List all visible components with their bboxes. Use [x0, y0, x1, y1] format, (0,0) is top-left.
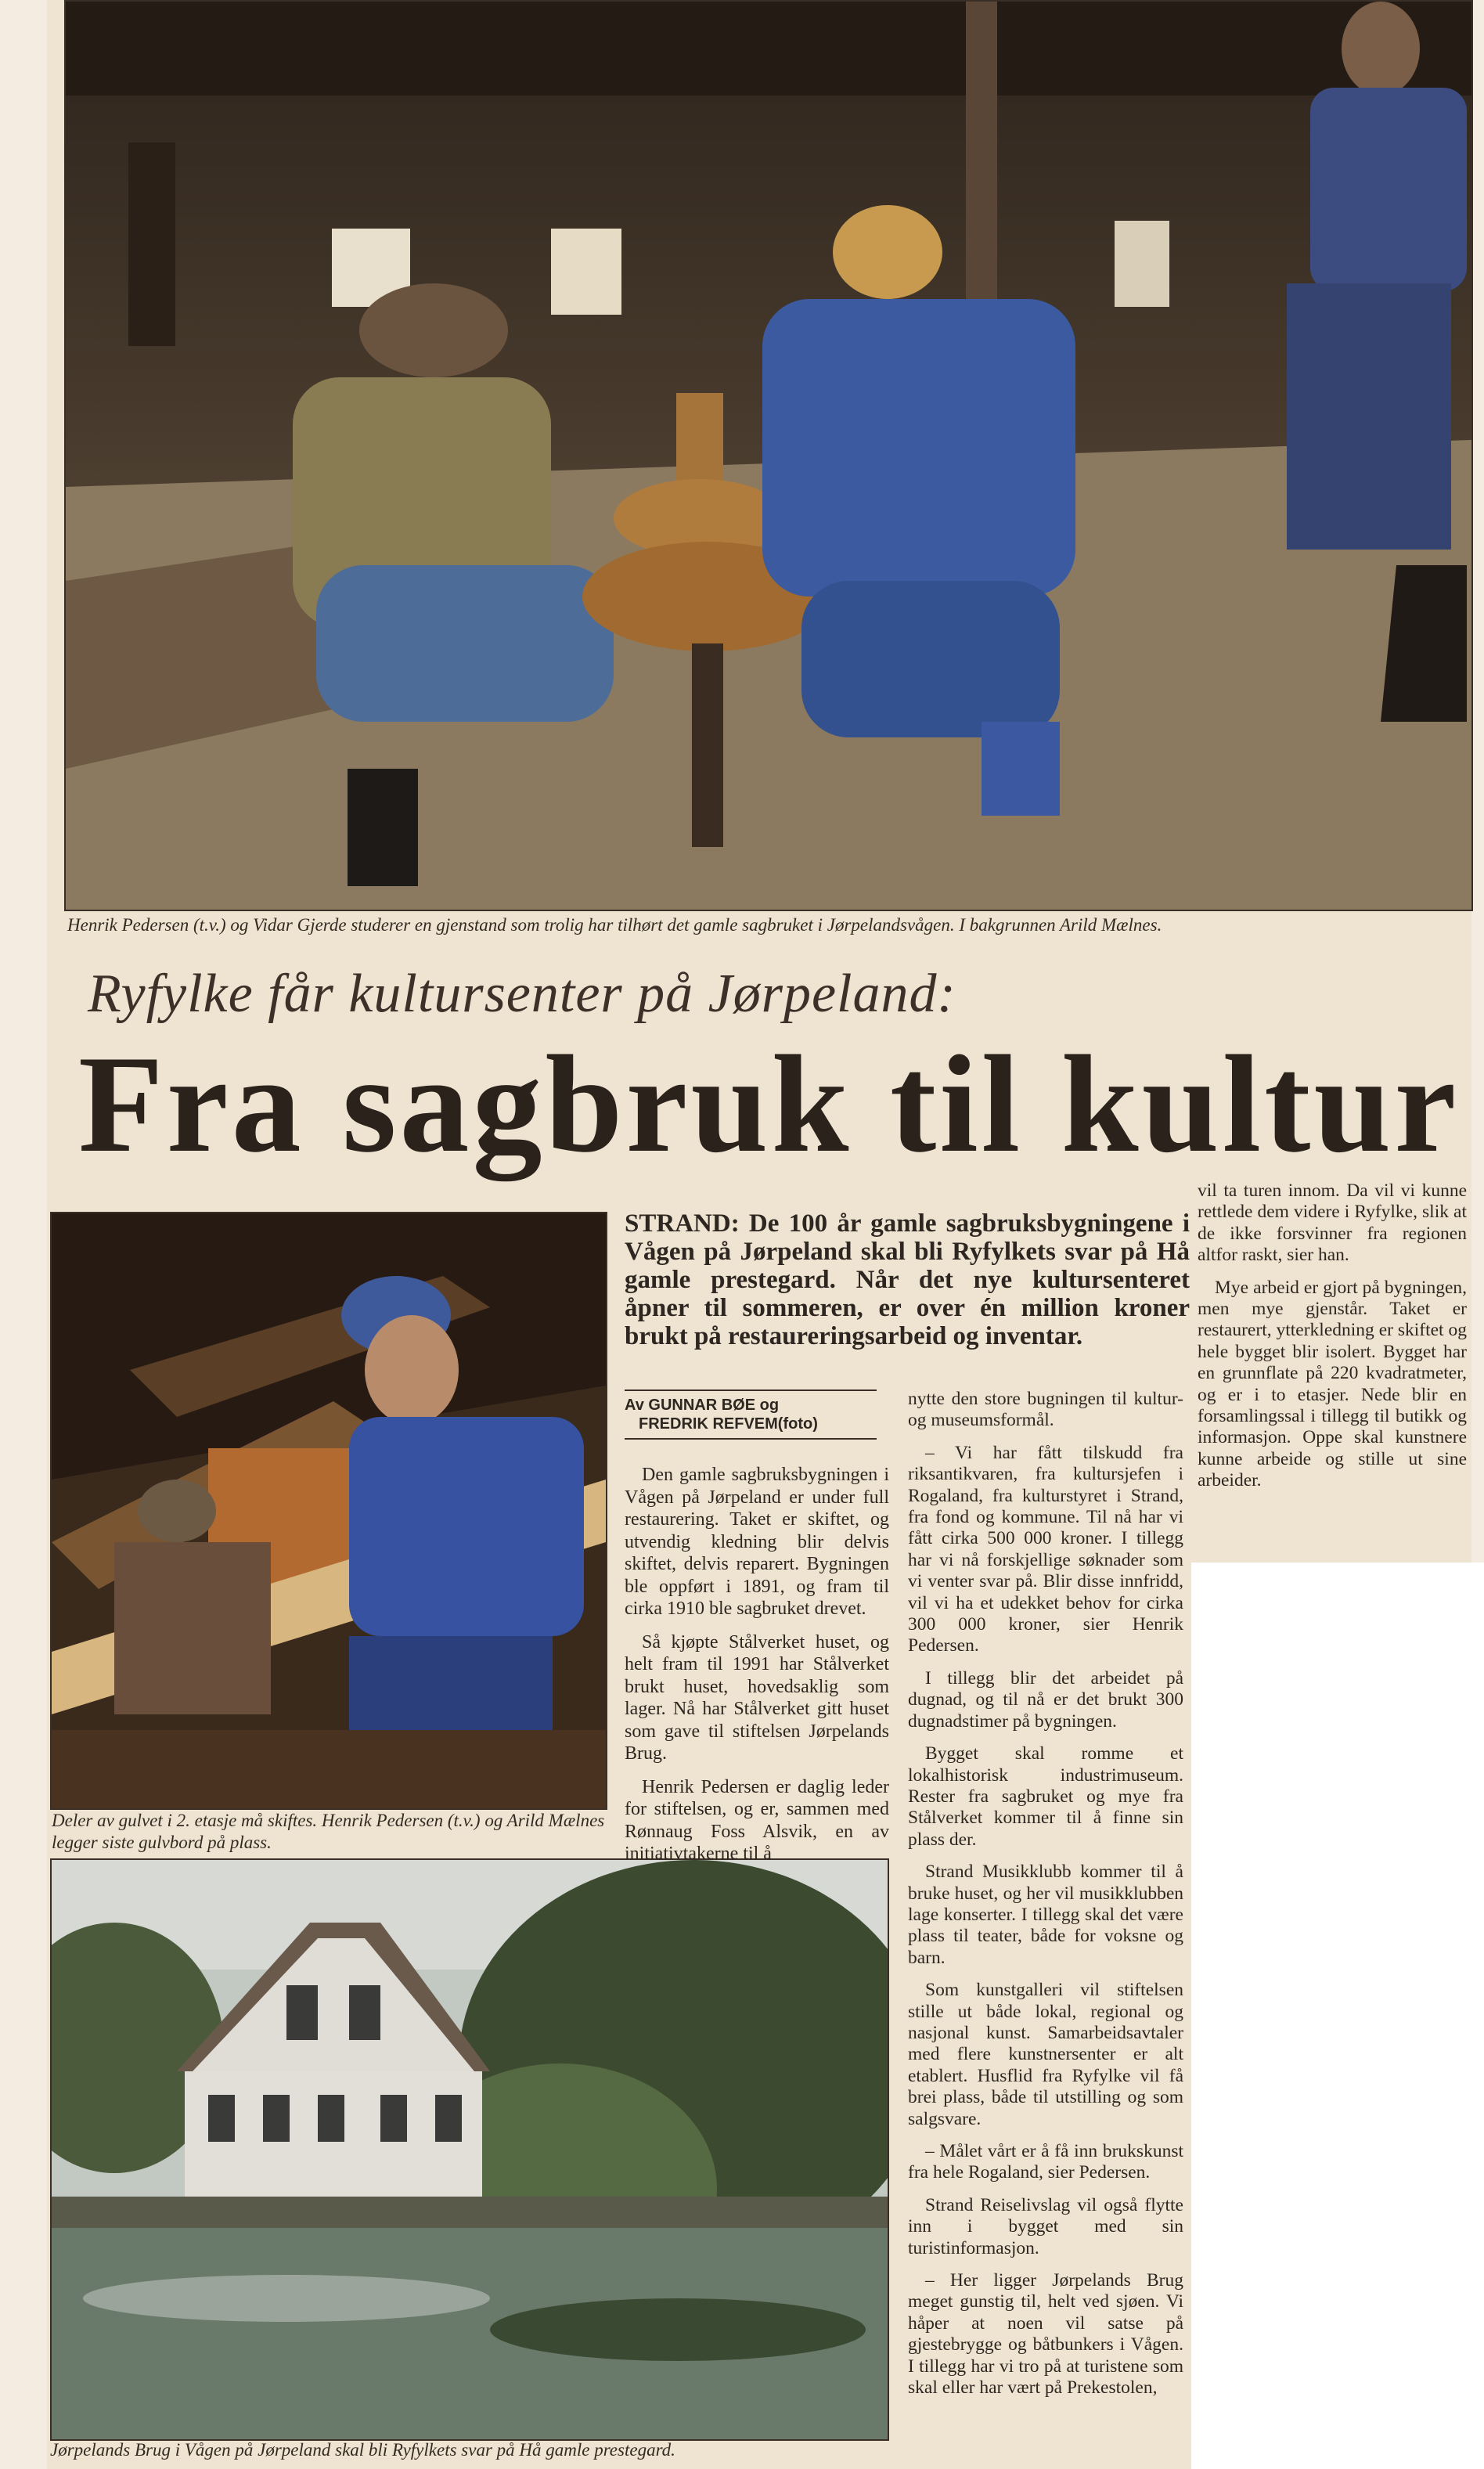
column-2-paragraph: nytte den store bugningen til kultur- og museumsformål.	[908, 1389, 1183, 1431]
byline-photo: FREDRIK REFVEM(foto)	[639, 1415, 818, 1433]
column-2-paragraph: Som kunstgalleri vil stiftelsen stille ut både lokal, regional og nasjonal kunst. Samarbeidsavtaler med flere kunstnersenter er alt etablert. Husflid fra Ryfylke vil få brei plass, både til utstilling og som salgsvare.	[908, 1980, 1183, 2129]
column-1-paragraph: Henrik Pedersen er daglig leder for stiftelsen, og er, sammen med Rønnaug Foss Alsvik, en av initiativtakerne til å	[625, 1776, 889, 1864]
middle-photo	[50, 1212, 607, 1810]
bottom-photo-caption: Jørpelands Brug i Vågen på Jørpeland skal bli Ryfylkets svar på Hå gamle prestegard.	[50, 2440, 675, 2460]
column-2-paragraph: – Her ligger Jørpelands Brug meget gunstig til, helt ved sjøen. Vi håper at noen vil satse på gjestebrygge og båtbunkers i Vågen. I tillegg har vi tro på at turistene som skal eller har vært på Prekestolen,	[908, 2270, 1183, 2399]
blank-area	[1191, 1562, 1484, 2469]
top-photo	[64, 0, 1473, 911]
column-2-paragraph: I tillegg blir det arbeidet på dugnad, og til nå er det brukt 300 dugnadstimer på bygningen.	[908, 1667, 1183, 1732]
column-2-paragraph: Strand Musikklubb kommer til å bruke huset, og her vil musikklubben lage konserter. I tillegg skal det være plass til teater, både for voksne og barn.	[908, 1862, 1183, 1968]
column-2	[908, 1389, 1183, 2410]
middle-photo-caption: Deler av gulvet i 2. etasje må skiftes. Henrik Pedersen (t.v.) og Arild Mælnes legger siste gulvbord på plass.	[52, 1811, 605, 1852]
kicker: Ryfylke får kultursenter på Jørpeland:	[88, 964, 956, 1024]
byline-author: Av GUNNAR BØE og	[625, 1397, 780, 1414]
lead-paragraph: STRAND: De 100 år gamle sagbruksbygningene i Vågen på Jørpeland skal bli Ryfylkets svar på Hå gamle prestegard. Når det nye kultursenteret åpner til sommeren, er over én million kroner brukt på restaureringsarbeid og inventar.	[625, 1209, 1190, 1350]
column-3	[1198, 1180, 1467, 1503]
byline	[625, 1389, 877, 1440]
bottom-photo	[50, 1858, 889, 2441]
top-photo-caption: Henrik Pedersen (t.v.) og Vidar Gjerde studerer en gjenstand som trolig har tilhørt det gamle sagbruket i Jørpelandsvågen. I bakgrunnen Arild Mælnes.	[67, 915, 1162, 935]
column-2-paragraph: Bygget skal romme et lokalhistorisk industrimuseum. Rester fra sagbruket og mye fra Stålverket kommer til å finne sin plass der.	[908, 1743, 1183, 1850]
column-1-paragraph: Den gamle sagbruksbygningen i Vågen på Jørpeland er under full restaurering. Taket er skiftet, og utvendig kledning blir delvis skiftet, delvis reparert. Bygningen ble oppført i 1891, og fram til cirka 1910 ble sagbruket drevet.	[625, 1465, 889, 1619]
column-3-paragraph: vil ta turen innom. Da vil vi kunne rettlede dem videre i Ryfylke, slik at de ikke forsvinner fra regionen altfor raskt, sier han.	[1198, 1180, 1467, 1266]
column-1-paragraph: Så kjøpte Stålverket huset, og helt fram til 1991 har Stålverket brukt huset, hovedsaklig som lager. Nå har Stålverket gitt huset som gave til stiftelsen Jørpelands Brug.	[625, 1631, 889, 1764]
column-2-paragraph: – Målet vårt er å få inn brukskunst fra hele Rogaland, sier Pedersen.	[908, 2141, 1183, 2183]
column-3-paragraph: Mye arbeid er gjort på bygningen, men mye gjenstår. Taket er restaurert, ytterkledning er skiftet og hele bygget blir isolert. Bygget har en grunnflate på 220 kvadratmeter, og er i to etasjer. Nede blir en forsamlingssal i tillegg til butikk og informasjon. Oppe skal kunstnere kunne arbeide og stille ut sine arbeider.	[1198, 1277, 1467, 1491]
headline: Fra sagbruk til kultur	[78, 1026, 1460, 1181]
column-2-paragraph: Strand Reiselivslag vil også flytte inn i bygget med sin turistinformasjon.	[908, 2194, 1183, 2258]
column-2-paragraph: – Vi har fått tilskudd fra riksantikvaren, fra kultursjefen i Rogaland, fra kulturstyret i Strand, fra fond og kommune. Til nå har vi fått cirka 500 000 kroner. I tillegg har vi nå forskjellige søknader som vi venter svar på. Blir disse innfridd, vil vi ha et udekket behov for cirka 300 000 kroner, sier Henrik Pedersen.	[908, 1442, 1183, 1656]
column-1	[625, 1464, 889, 1876]
